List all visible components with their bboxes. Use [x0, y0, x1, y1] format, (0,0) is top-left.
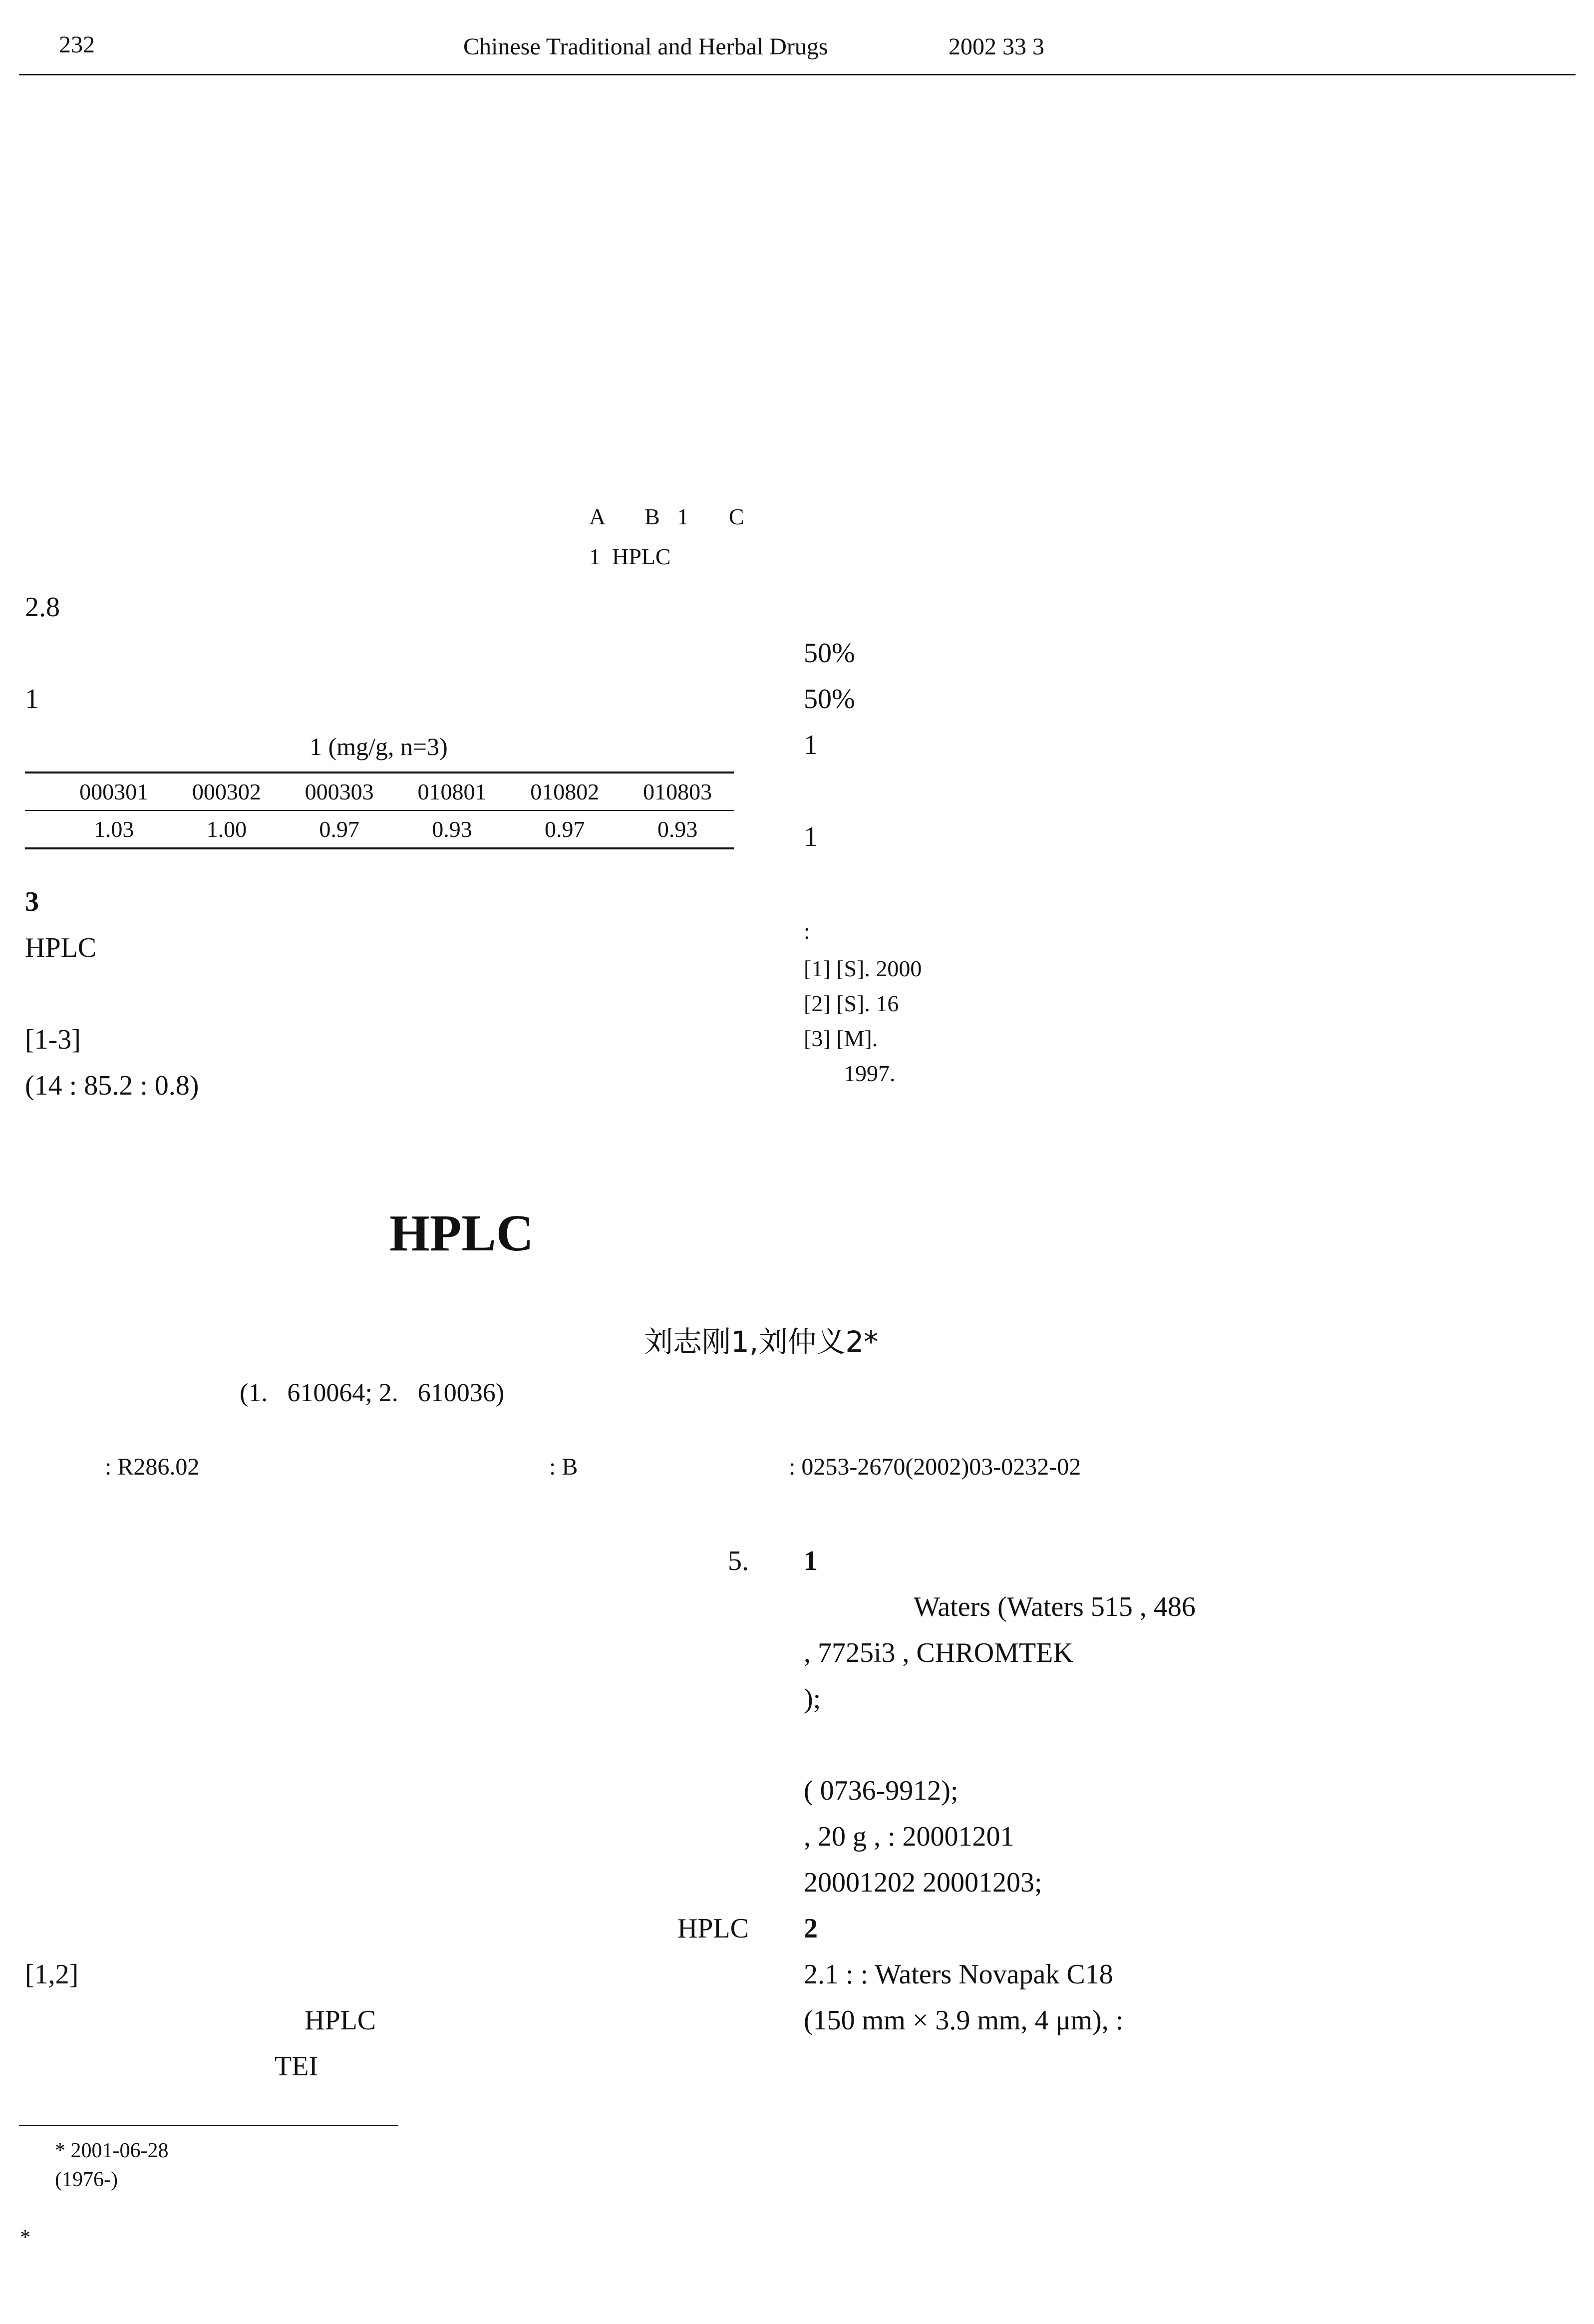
header-rule: [19, 74, 1576, 75]
article-right-column: [804, 1538, 1573, 2043]
table-cell: 010801: [396, 773, 509, 810]
reference-item: [2] [S]. 16: [804, 991, 899, 1016]
right-line: 1: [804, 821, 818, 852]
reference-item: [1] [S]. 2000: [804, 956, 922, 981]
table-cell: [25, 773, 57, 810]
right-line: 1: [804, 730, 818, 761]
prev-sec3: [25, 879, 749, 1109]
body-line: [25, 1814, 749, 1860]
footnotes: [20, 2136, 169, 2252]
journal-issue: 2002 33 3: [949, 33, 1044, 60]
references-label: :: [804, 918, 810, 944]
body-line: 5.: [728, 1546, 749, 1576]
table-cell: 0.93: [396, 810, 509, 848]
footnote-corresponding: *: [20, 2226, 30, 2249]
table-cell: 000303: [283, 773, 396, 810]
sec28-line: 1: [25, 684, 39, 715]
reference-item: [3] [M].: [804, 1026, 878, 1051]
reference-item: 1997.: [844, 1061, 896, 1086]
sec1-line: );: [804, 1683, 821, 1714]
right-line: 50%: [804, 684, 855, 715]
sec1-title: 1: [804, 1546, 818, 1576]
prev-right-column: [804, 584, 1573, 906]
body-line: TEI: [275, 2051, 319, 2082]
data-table: [25, 772, 734, 849]
body-line: [25, 1584, 749, 1630]
table-header-row: [25, 773, 734, 810]
sec21-line: 2.1 : : Waters Novapak C18: [804, 1959, 1113, 1990]
table-cell: 000301: [57, 773, 170, 810]
sec3-line: HPLC: [25, 932, 97, 963]
sec28-line: 2.8: [25, 592, 60, 623]
body-line: [1,2]: [25, 1959, 79, 1990]
table-cell: 000302: [170, 773, 283, 810]
table-cell: 1.00: [170, 810, 283, 848]
sec28-line: [25, 630, 749, 676]
references-list: [804, 951, 1553, 1091]
sec3-title: 3: [25, 886, 39, 917]
sec1-line: 20001202 20001203;: [804, 1867, 1042, 1898]
figure-caption: 1 HPLC: [589, 544, 671, 569]
sec1-line: , 20 g , : 20001201: [804, 1821, 1014, 1852]
sec3-line: [25, 971, 749, 1017]
table-cell: 010802: [508, 773, 621, 810]
article-authors: 刘志刚1,刘仲义2*: [644, 1325, 879, 1359]
article-left-column: [25, 1538, 749, 2089]
right-line: [804, 768, 1573, 814]
meta-doc-code: : B: [549, 1454, 578, 1480]
table-cell: 0.97: [283, 810, 396, 848]
right-line: [804, 584, 1573, 630]
footnote-bio-cont: [55, 2194, 168, 2223]
table-caption: 1 (mg/g, n=3): [310, 733, 448, 761]
meta-article-id: : 0253-2670(2002)03-0232-02: [789, 1454, 1081, 1480]
table-cell: 0.93: [621, 810, 734, 848]
body-line: HPLC: [677, 1913, 749, 1944]
footnote-author-bio: (1976-): [55, 2168, 118, 2191]
body-line: [25, 1676, 749, 1722]
meta-clc: : R286.02: [105, 1454, 200, 1480]
right-line: 50%: [804, 638, 855, 669]
article-title: HPLC: [389, 1204, 534, 1262]
sec2-title: 2: [804, 1913, 818, 1944]
page-number: 232: [59, 31, 95, 58]
sec3-line: [1-3]: [25, 1024, 81, 1055]
table-cell: 1.03: [57, 810, 170, 848]
footnote-rule: [19, 2125, 398, 2126]
sec1-line: , 7725i3 , CHROMTEK: [804, 1637, 1073, 1668]
table-cell: [25, 810, 57, 848]
sec1-line: ( 0736-9912);: [804, 1775, 958, 1806]
sec3-line: (14 : 85.2 : 0.8): [25, 1070, 199, 1101]
sec1-line: [804, 1722, 1573, 1768]
table-row: [25, 810, 734, 848]
journal-name: Chinese Traditional and Herbal Drugs: [463, 33, 828, 60]
table-cell: 0.97: [508, 810, 621, 848]
body-line: [25, 1860, 749, 1906]
prev-left-column: [25, 584, 749, 722]
table-cell: 010803: [621, 773, 734, 810]
body-line: [25, 1768, 749, 1814]
sec21-line: (150 mm × 3.9 mm, 4 μm), :: [804, 2005, 1124, 2036]
body-line: HPLC: [305, 2005, 376, 2036]
footnote-received: * 2001-06-28: [55, 2139, 169, 2162]
body-line: [25, 1722, 749, 1768]
sec1-line: Waters (Waters 515 , 486: [914, 1591, 1196, 1622]
figure-panel-labels: A B 1 C: [589, 504, 744, 529]
right-line: [804, 860, 1573, 906]
body-line: [25, 1630, 749, 1676]
article-affiliations: (1. 610064; 2. 610036): [240, 1379, 505, 1407]
